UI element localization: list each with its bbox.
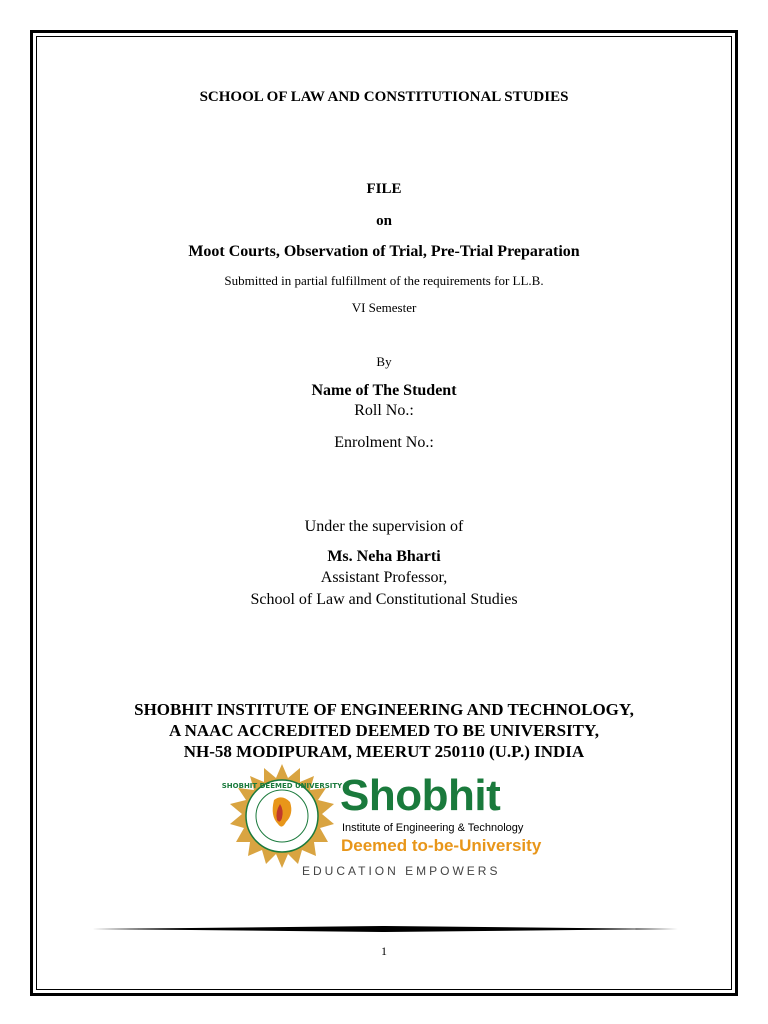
enrolment-number-label: Enrolment No.: — [334, 434, 434, 451]
logo-deemed: Deemed to-be-University — [341, 836, 542, 855]
file-label: FILE — [366, 181, 402, 197]
student-name: Name of The Student — [311, 382, 457, 399]
submission-note: Submitted in partial fulfillment of the requirements for LL.B. — [224, 273, 544, 288]
on-label: on — [376, 213, 392, 229]
semester: VI Semester — [351, 300, 417, 315]
supervisor-designation: Assistant Professor, — [320, 569, 448, 586]
by-label: By — [376, 354, 392, 369]
institute-line-2: A NAAC ACCREDITED DEEMED TO BE UNIVERSITY, — [169, 721, 599, 740]
supervisor-department: School of Law and Constitutional Studies — [250, 591, 518, 608]
footer-divider — [92, 926, 678, 932]
school-header: SCHOOL OF LAW AND CONSTITUTIONAL STUDIES — [199, 89, 569, 105]
supervisor-name: Ms. Neha Bharti — [327, 548, 441, 565]
roll-number-label: Roll No.: — [354, 402, 414, 419]
seal-ring-text: SHOBHIT DEEMED UNIVERSITY — [221, 782, 343, 790]
university-seal-icon — [221, 764, 343, 868]
shobhit-logo — [221, 764, 542, 884]
supervision-intro: Under the supervision of — [304, 518, 464, 535]
institute-line-1: SHOBHIT INSTITUTE OF ENGINEERING AND TECHNOLOGY, — [134, 700, 634, 719]
institute-line-3: NH-58 MODIPURAM, MEERUT 250110 (U.P.) INDIA — [183, 742, 585, 761]
page-number: 1 — [381, 944, 387, 958]
logo-tagline: EDUCATION EMPOWERS — [302, 864, 501, 878]
logo-brand: Shobhit — [340, 771, 501, 820]
logo-subtitle: Institute of Engineering & Technology — [342, 822, 524, 834]
subject-title: Moot Courts, Observation of Trial, Pre-Trial Preparation — [188, 243, 580, 260]
